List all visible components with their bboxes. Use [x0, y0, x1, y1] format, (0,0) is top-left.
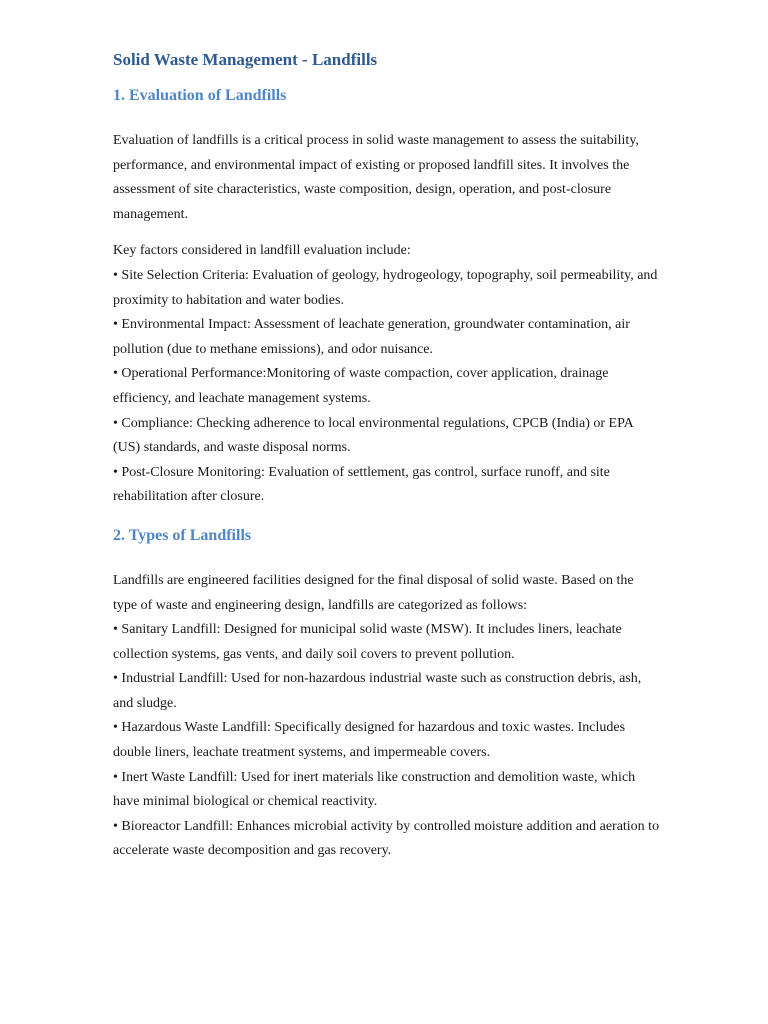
- section-heading-types: 2. Types of Landfills: [113, 526, 252, 544]
- landfill-types-list: [113, 618, 661, 864]
- list-item: • Industrial Landfill: Used for non-hazardous industrial waste such as construction debris, ash, and sludge.: [113, 667, 661, 716]
- list-item: • Environmental Impact: Assessment of leachate generation, groundwater contamination, air pollution (due to methane emissions), and odor nuisance.: [113, 313, 661, 362]
- evaluation-list-intro: Key factors considered in landfill evaluation include:: [113, 243, 411, 259]
- list-item: • Operational Performance:Monitoring of waste compaction, cover application, drainage efficiency, and leachate management systems.: [113, 362, 661, 411]
- evaluation-factors-list: [113, 264, 661, 510]
- document-title: Solid Waste Management - Landfills: [113, 50, 378, 69]
- list-item: • Bioreactor Landfill: Enhances microbial activity by controlled moisture addition and aeration to accelerate waste decomposition and gas recovery.: [113, 815, 661, 864]
- list-item: • Compliance: Checking adherence to local environmental regulations, CPCB (India) or EPA (US) standards, and waste disposal norms.: [113, 412, 661, 461]
- list-item: • Hazardous Waste Landfill: Specifically designed for hazardous and toxic wastes. Includes double liners, leachate treatment systems, and impermeable covers.: [113, 716, 661, 765]
- section-heading-evaluation: 1. Evaluation of Landfills: [113, 87, 287, 104]
- evaluation-intro-paragraph: Evaluation of landfills is a critical process in solid waste management to assess the suitability, performance, and environmental impact of existing or proposed landfill sites. It involves the assessment of site characteristics, waste composition, design, operation, and post-closure management.: [113, 133, 639, 222]
- list-item: • Site Selection Criteria: Evaluation of geology, hydrogeology, topography, soil permeability, and proximity to habitation and water bodies.: [113, 264, 661, 313]
- list-item: • Sanitary Landfill: Designed for municipal solid waste (MSW). It includes liners, leachate collection systems, gas vents, and daily soil covers to prevent pollution.: [113, 618, 661, 667]
- list-item: • Post-Closure Monitoring: Evaluation of settlement, gas control, surface runoff, and site rehabilitation after closure.: [113, 461, 661, 510]
- document-page: [113, 48, 661, 864]
- list-item: • Inert Waste Landfill: Used for inert materials like construction and demolition waste, which have minimal biological or chemical reactivity.: [113, 766, 661, 815]
- types-intro-paragraph: Landfills are engineered facilities designed for the final disposal of solid waste. Based on the type of waste and engineering design, landfills are categorized as follows:: [113, 572, 634, 613]
